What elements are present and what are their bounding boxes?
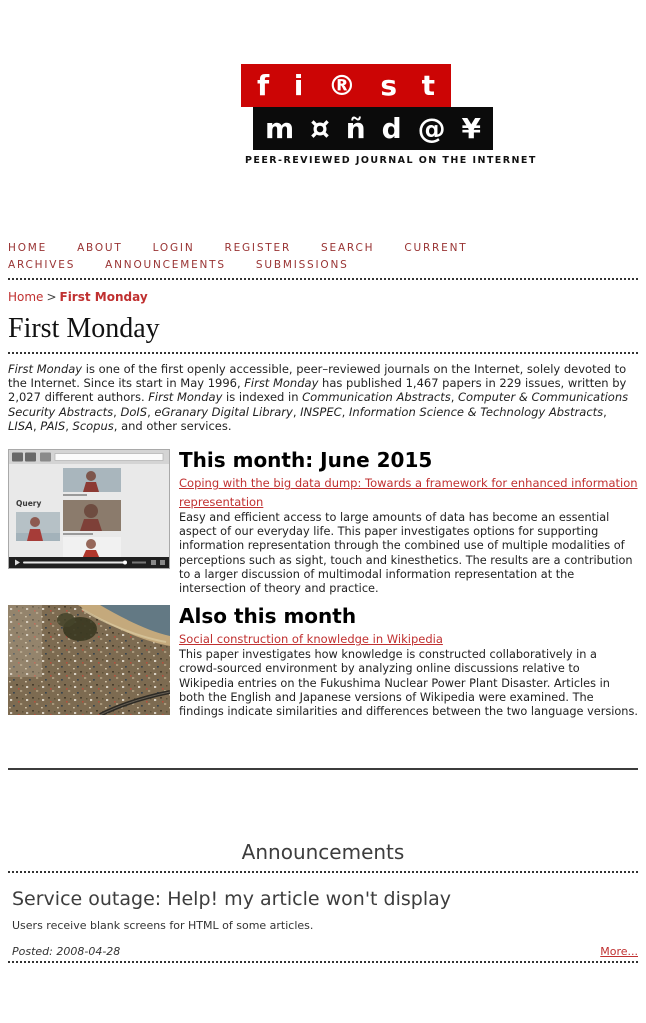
logo-monday-block bbox=[253, 107, 493, 150]
nav-item-submissions[interactable]: SUBMISSIONS bbox=[255, 259, 349, 271]
article-summary bbox=[179, 449, 638, 596]
nav-item-current[interactable]: CURRENT bbox=[404, 242, 468, 254]
logo-letter: f bbox=[257, 69, 270, 102]
nav-item-home[interactable]: HOME bbox=[8, 242, 48, 254]
logo-letter: i bbox=[293, 69, 304, 102]
announcement-description: Users receive blank screens for HTML of some articles. bbox=[12, 919, 314, 933]
nav-item-search[interactable]: SEARCH bbox=[321, 242, 375, 254]
announcements-separator bbox=[8, 871, 638, 873]
logo-first-block bbox=[241, 64, 451, 107]
journal-description: First Monday is one of the first openly accessible, peer–reviewed journals on the Internet, solely devoted to the Internet. Since its start in May 1996, First Monday has published 1,467 papers in 229 issues, written by 2,027 different authors. First Monday is indexed in Communication Abstracts, Computer & Communications Security Abstracts, DoIS, eGranary Digital Library, INSPEC, Information Science & Technology Abstracts, LISA, PAIS, Scopus, and other services. bbox=[8, 362, 629, 433]
announcement-item bbox=[8, 888, 638, 958]
page-title: First Monday bbox=[8, 313, 160, 344]
yen-symbol-icon: ¥ bbox=[461, 112, 481, 145]
primary-nav bbox=[8, 242, 488, 271]
breadcrumb-separator: > bbox=[46, 290, 57, 304]
nav-item-archives[interactable]: ARCHIVES bbox=[8, 259, 76, 271]
first-monday-logo[interactable] bbox=[241, 64, 537, 166]
logo-letter: d bbox=[381, 112, 402, 145]
content-divider bbox=[8, 768, 638, 770]
announcement-title: Service outage: Help! my article won't display bbox=[12, 888, 451, 911]
section-heading-this-month: This month: June 2015 bbox=[179, 448, 433, 473]
first-monday-homepage bbox=[0, 64, 646, 963]
announcement-more-link[interactable]: More... bbox=[600, 945, 638, 959]
page-bottom-separator bbox=[8, 961, 638, 963]
article-link-wikipedia-knowledge[interactable]: Social construction of knowledge in Wikipedia bbox=[179, 632, 443, 647]
announcement-posted-date: Posted: 2008-04-28 bbox=[12, 945, 121, 959]
announcements-heading: Announcements bbox=[241, 840, 405, 865]
breadcrumb bbox=[8, 290, 638, 304]
section-heading-also-this-month: Also this month bbox=[179, 604, 357, 629]
at-symbol-icon: @ bbox=[417, 112, 446, 145]
currency-symbol-icon: ¤ bbox=[310, 110, 330, 147]
article-link-big-data-dump[interactable]: Coping with the big data dump: Towards a framework for enhanced information representation bbox=[179, 476, 638, 510]
nav-item-register[interactable]: REGISTER bbox=[224, 242, 292, 254]
breadcrumb-home-link[interactable]: Home bbox=[8, 290, 44, 304]
logo-tagline: PEER-REVIEWED JOURNAL ON THE INTERNET bbox=[245, 155, 537, 166]
featured-article-this-month bbox=[8, 449, 638, 596]
logo-letter: m bbox=[265, 112, 295, 145]
nav-item-login[interactable]: LOGIN bbox=[152, 242, 195, 254]
breadcrumb-current: First Monday bbox=[59, 290, 148, 304]
nav-separator bbox=[8, 278, 638, 280]
registered-symbol-icon: ® bbox=[327, 69, 356, 102]
title-separator bbox=[8, 352, 638, 354]
article-thumbnail-video-query[interactable] bbox=[8, 449, 170, 596]
article-summary bbox=[179, 605, 638, 719]
svg-text:Query: Query bbox=[16, 499, 42, 509]
article-abstract: This paper investigates how knowledge is constructed collaboratively in a crowd-sourced environment by analyzing online discussions relative to Wikipedia entries on the Fukushima Nuclear Power Plant Disaster. Articles in both the English and Japanese versions of Wikipedia were examined. The findings indicate similarities and differences between the two language versions. bbox=[179, 648, 638, 719]
featured-article-also-this-month bbox=[8, 605, 638, 719]
logo-letter: ñ bbox=[345, 112, 366, 145]
article-thumbnail-fukushima[interactable] bbox=[8, 605, 170, 719]
article-abstract: Easy and efficient access to large amounts of data has become an essential aspect of our everyday life. This paper investigates options for supporting information representation through the combined use of multiple modalities of perceptions such as sight, touch and kinesthetics. The results are a contribution to a larger discussion of multimodal information representation at the intersection of theory and practice. bbox=[179, 511, 633, 596]
logo-letter: s bbox=[380, 69, 398, 102]
logo-letter: t bbox=[421, 69, 435, 102]
announcement-footer bbox=[8, 945, 638, 958]
nav-item-about[interactable]: ABOUT bbox=[77, 242, 123, 254]
nav-item-announcements[interactable]: ANNOUNCEMENTS bbox=[105, 259, 226, 271]
